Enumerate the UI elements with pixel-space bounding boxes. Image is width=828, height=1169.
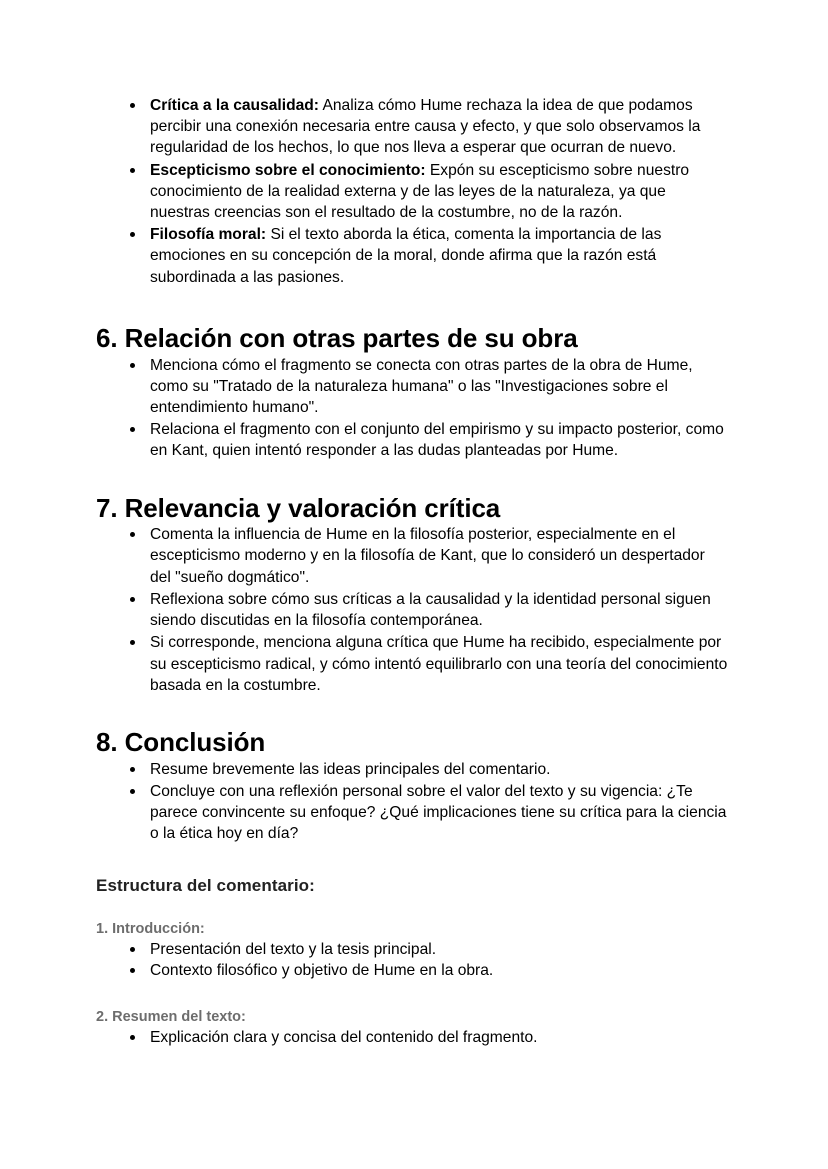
structure-heading: Estructura del comentario: (96, 876, 315, 896)
list-item (96, 95, 728, 159)
document-body (96, 95, 728, 1048)
bullet-text: Analiza cómo Hume rechaza la idea de que podamos percibir una conexión necesaria entre causa y efecto, y que solo observamos la regularidad de los hechos, lo que nos lleva a esperar que ocurran de nuevo. (150, 97, 701, 157)
section-heading-8: 8. Conclusión (96, 726, 266, 757)
list-item: Si corresponde, menciona alguna crítica que Hume ha recibido, especialmente por su escepticismo radical, y cómo intentó equilibrarlo con una teoría del conocimiento basada en la costumbre. (96, 632, 728, 696)
section-spacer (96, 289, 728, 323)
bullet-lead-label: Filosofía moral: (150, 226, 267, 244)
structure-item-label-2: 2. Resumen del texto: (96, 1008, 246, 1025)
section-6-bullet-list (96, 355, 728, 462)
list-item: Resume brevemente las ideas principales del comentario. (96, 759, 728, 780)
structure-item-label-1: 1. Introducción: (96, 920, 205, 937)
bullet-text: Si el texto aborda la ética, comenta la importancia de las emociones en su concepción de la moral, donde afirma que la razón está subordinada a las pasiones. (150, 226, 662, 286)
section-8-bullet-list (96, 759, 728, 845)
list-item: Reflexiona sobre cómo sus críticas a la causalidad y la identidad personal siguen siendo discutidas en la filosofía contemporánea. (96, 589, 728, 631)
section-heading-7: 7. Relevancia y valoración crítica (96, 492, 501, 523)
structure-item-2-bullet-list (96, 1027, 728, 1048)
structure-item-1-bullet-list (96, 939, 728, 981)
section-spacer (96, 845, 728, 875)
section-spacer (96, 463, 728, 493)
list-item: Comenta la influencia de Hume en la filosofía posterior, especialmente en el escepticismo moderno y en la filosofía de Kant, que lo consideró un despertador del "sueño dogmático". (96, 524, 728, 588)
bullet-text: Expón su escepticismo sobre nuestro conocimiento de la realidad externa y de las leyes de la naturaleza, ya que nuestras creencias son el resultado de la costumbre, no de la razón. (150, 161, 690, 222)
list-item: Presentación del texto y la tesis principal. (96, 939, 728, 960)
list-item (96, 224, 728, 288)
bullet-lead-label: Escepticismo sobre el conocimiento: (150, 161, 426, 179)
list-item: Explicación clara y concisa del contenido del fragmento. (96, 1027, 728, 1048)
list-item: Menciona cómo el fragmento se conecta con otras partes de la obra de Hume, como su "Tratado de la naturaleza humana" o las "Investigaciones sobre el entendimiento humano". (96, 355, 728, 419)
section-7-bullet-list (96, 524, 728, 696)
intro-bullet-list (96, 95, 728, 288)
list-item: Contexto filosófico y objetivo de Hume en la obra. (96, 960, 728, 981)
list-item (96, 160, 728, 224)
section-spacer (96, 898, 728, 920)
list-item: Relaciona el fragmento con el conjunto del empirismo y su impacto posterior, como en Kant, quien intentó responder a las dudas planteadas por Hume. (96, 419, 728, 461)
section-spacer (96, 982, 728, 1008)
list-item: Concluye con una reflexión personal sobre el valor del texto y su vigencia: ¿Te parece convincente su enfoque? ¿Qué implicaciones tiene su crítica para la ciencia o la ética hoy en día? (96, 781, 728, 845)
section-spacer (96, 697, 728, 727)
bullet-lead-label: Crítica a la causalidad: (150, 97, 320, 114)
section-heading-6: 6. Relación con otras partes de su obra (96, 322, 578, 353)
